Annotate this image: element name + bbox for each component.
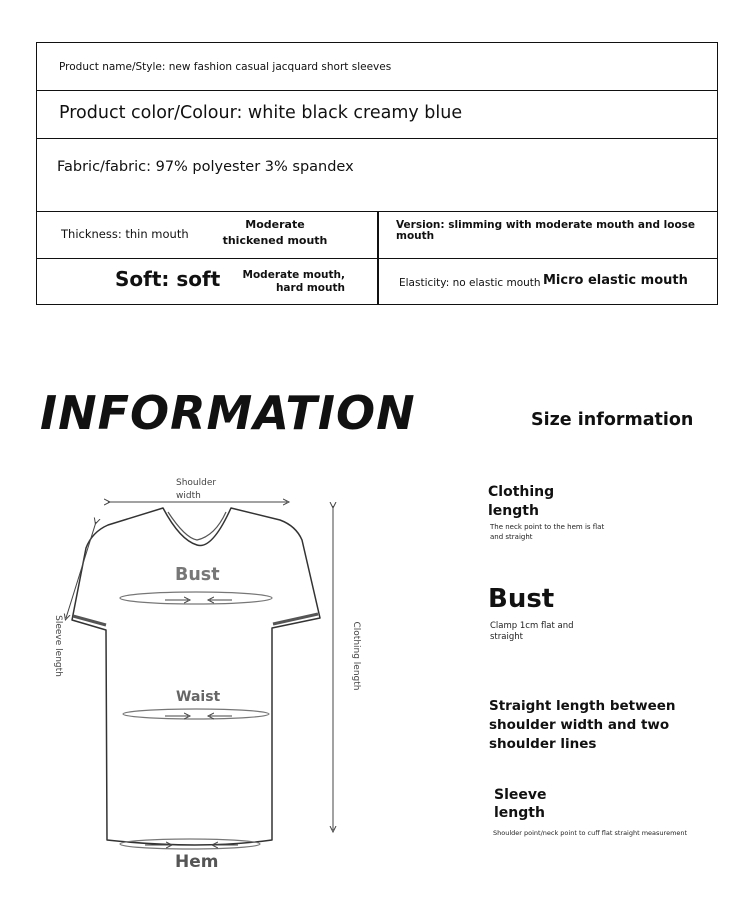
- sleeve-length-note: Shoulder point/neck point to cuff flat straight measurement: [493, 829, 688, 837]
- soft-label: Soft: soft: [115, 267, 221, 291]
- thickness-label: Thickness: thin mouth: [61, 227, 189, 241]
- thickness-option: Moderate thickened mouth: [222, 218, 328, 247]
- shoulder-title: Straight length between shoulder width and two shoulder lines: [489, 698, 676, 752]
- bust-label: Bust: [175, 565, 220, 585]
- clothing-length-note: The neck point to the hem is flat and straight: [490, 523, 605, 541]
- waist-label: Waist: [176, 689, 221, 705]
- size-information-heading: Size information: [531, 410, 694, 430]
- elasticity-label: Elasticity: no elastic mouth: [399, 277, 541, 289]
- shoulder-width-label: Shoulder width: [176, 478, 217, 501]
- bust-title: Bust: [488, 584, 555, 614]
- table-divider: [377, 211, 379, 305]
- section-title: INFORMATION: [40, 386, 416, 440]
- bust-note: Clamp 1cm flat and straight: [490, 621, 574, 642]
- elasticity-option: Micro elastic mouth: [543, 273, 688, 288]
- product-color-text: Product color/Colour: white black creamy blue: [59, 103, 463, 123]
- product-name-text: Product name/Style: new fashion casual jacquard short sleeves: [59, 61, 392, 73]
- row-product-name: [37, 43, 717, 91]
- sleeve-length-title: Sleeve length: [494, 787, 547, 821]
- version-line-2: mouth: [396, 230, 435, 242]
- clothing-length-label: Clothing length: [351, 621, 361, 691]
- row-product-color: [37, 91, 717, 139]
- soft-option: Moderate mouth, hard mouth: [242, 269, 345, 294]
- fabric-text: Fabric/fabric: 97% polyester 3% spandex: [57, 159, 354, 175]
- sleeve-length-label: Sleeve length: [53, 615, 63, 677]
- tshirt-outline: [72, 508, 320, 845]
- product-spec-table: [36, 42, 718, 305]
- clothing-length-title: Clothing length: [488, 484, 555, 519]
- row-fabric: [37, 139, 717, 212]
- hem-label: Hem: [175, 852, 219, 872]
- version-line-1: Version: slimming with moderate mouth and loose: [396, 219, 696, 231]
